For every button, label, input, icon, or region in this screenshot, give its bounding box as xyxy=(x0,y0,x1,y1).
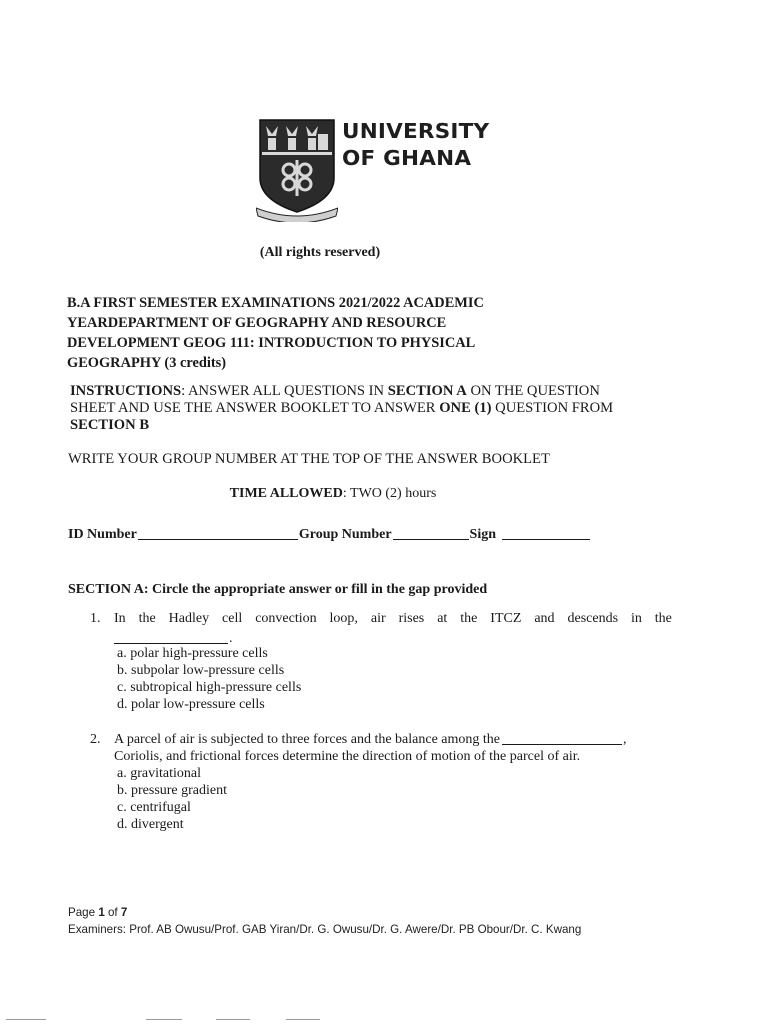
time-allowed xyxy=(0,486,666,502)
id-line xyxy=(68,527,591,543)
question-word: cell xyxy=(222,611,243,626)
id-number-label: ID Number xyxy=(68,527,137,542)
question-number: 2. xyxy=(90,732,101,747)
exam-title-line: B.A FIRST SEMESTER EXAMINATIONS 2021/2022 ACADEMIC xyxy=(67,295,484,311)
sign-label: Sign xyxy=(469,527,497,542)
exam-title-line: YEARDEPARTMENT OF GEOGRAPHY AND RESOURCE xyxy=(67,315,447,331)
university-name xyxy=(342,118,489,172)
question-word: loop, xyxy=(329,611,358,626)
section-a-ref: SECTION A xyxy=(387,383,467,399)
section-b-ref: SECTION B xyxy=(70,417,150,433)
instructions-label: INSTRUCTIONS xyxy=(70,383,182,399)
id-number-field[interactable] xyxy=(138,527,298,540)
one-question-ref: ONE (1) xyxy=(439,400,492,416)
question-end: . xyxy=(229,631,233,646)
page-footer xyxy=(68,904,581,938)
exam-title-line: DEVELOPMENT GEOG 111: INTRODUCTION TO PHYSICAL xyxy=(67,335,476,351)
option[interactable]: c. subtropical high-pressure cells xyxy=(117,680,302,695)
question-text xyxy=(114,610,674,647)
question-line-2: Coriolis, and frictional forces determine the direction of motion of the parcel of air. xyxy=(114,749,581,764)
university-logo xyxy=(256,116,492,222)
scan-mark xyxy=(6,1019,46,1020)
group-number-field[interactable] xyxy=(393,527,469,540)
option[interactable]: a. polar high-pressure cells xyxy=(117,646,268,661)
option[interactable]: d. polar low-pressure cells xyxy=(117,697,265,712)
sign-field[interactable] xyxy=(502,527,590,540)
page-of-label: of xyxy=(104,906,121,919)
group-number-label: Group Number xyxy=(298,527,392,542)
question-2 xyxy=(0,731,768,771)
option[interactable]: a. gravitational xyxy=(117,766,201,781)
question-line-1-end: , xyxy=(623,732,627,747)
scan-mark xyxy=(216,1019,250,1020)
question-word: at xyxy=(437,611,448,626)
question-word: In xyxy=(114,611,126,626)
question-word: rises xyxy=(398,611,425,626)
question-line-1: A parcel of air is subjected to three forces and the balance among the xyxy=(114,732,501,747)
rights-notice: (All rights reserved) xyxy=(259,245,381,260)
option[interactable]: d. divergent xyxy=(117,817,184,832)
option[interactable]: b. subpolar low-pressure cells xyxy=(117,663,285,678)
question-1 xyxy=(0,610,768,710)
question-2-options xyxy=(117,765,227,833)
question-line xyxy=(114,731,674,748)
instructions-text: QUESTION FROM xyxy=(491,400,614,416)
question-word: Hadley xyxy=(168,611,210,626)
answer-blank[interactable] xyxy=(502,732,622,745)
crest-icon xyxy=(256,116,338,222)
question-1-options xyxy=(117,645,301,713)
page-indicator xyxy=(68,904,581,921)
instructions xyxy=(70,383,710,434)
question-word: and xyxy=(534,611,555,626)
instructions-text: SHEET AND USE THE ANSWER BOOKLET TO ANSWER xyxy=(70,400,440,416)
time-value: : TWO (2) hours xyxy=(342,486,437,501)
question-number: 1. xyxy=(90,611,101,626)
exam-title xyxy=(67,293,587,373)
question-word: the xyxy=(460,611,478,626)
page-number: 1 xyxy=(98,906,105,919)
page-total: 7 xyxy=(120,906,128,919)
instructions-text: : ANSWER ALL QUESTIONS IN xyxy=(181,383,388,399)
time-label: TIME ALLOWED xyxy=(229,486,343,501)
examiners: Examiners: Prof. AB Owusu/Prof. GAB Yiran/Dr. G. Owusu/Dr. G. Awere/Dr. PB Obour/Dr. C. Kwang xyxy=(68,923,582,936)
question-word: descends xyxy=(567,611,619,626)
scan-mark xyxy=(146,1019,182,1020)
question-word: the xyxy=(138,611,156,626)
logo-line-1: UNIVERSITY xyxy=(342,119,490,143)
option[interactable]: c. centrifugal xyxy=(117,800,191,815)
question-word: in xyxy=(630,611,642,626)
logo-line-2: OF GHANA xyxy=(342,146,472,170)
option[interactable]: b. pressure gradient xyxy=(117,783,228,798)
question-word: the xyxy=(654,611,672,626)
page-label: Page xyxy=(68,906,99,919)
answer-blank[interactable] xyxy=(114,631,228,644)
scan-mark xyxy=(286,1019,320,1020)
instructions-text: ON THE QUESTION xyxy=(466,383,600,399)
section-a-heading: SECTION A: Circle the appropriate answer or fill in the gap provided xyxy=(68,582,488,597)
group-instruction: WRITE YOUR GROUP NUMBER AT THE TOP OF THE ANSWER BOOKLET xyxy=(68,451,550,467)
question-word: air xyxy=(370,611,386,626)
question-word: convection xyxy=(255,611,317,626)
question-line xyxy=(114,610,672,627)
exam-title-line: GEOGRAPHY (3 credits) xyxy=(67,355,227,371)
question-text xyxy=(114,731,674,765)
question-word: ITCZ xyxy=(490,611,522,626)
